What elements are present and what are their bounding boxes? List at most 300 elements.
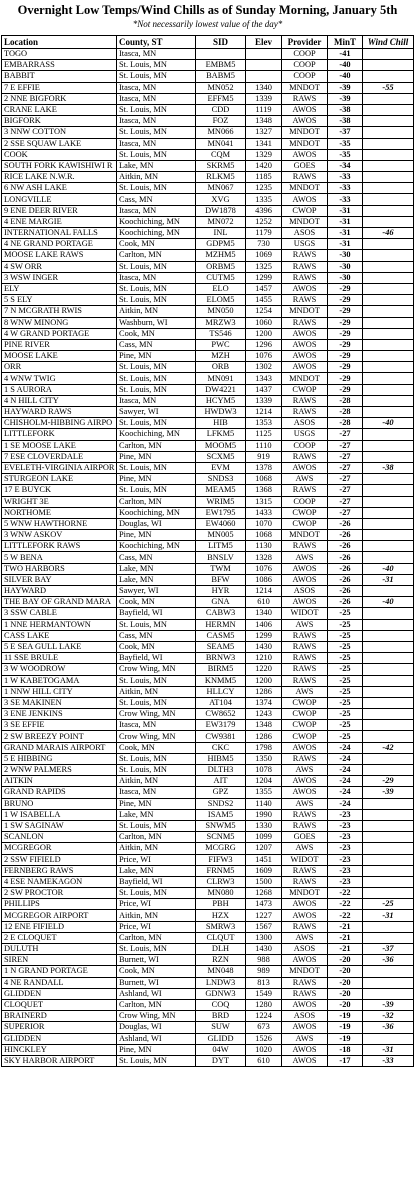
cell-sid: CUTM5 <box>196 272 246 283</box>
cell-elev: 1299 <box>246 272 282 283</box>
table-row <box>2 172 414 183</box>
cell-provider: AWOS <box>282 328 328 339</box>
cell-wind-chill <box>363 183 414 194</box>
cell-county: Crow Wing, MN <box>117 731 196 742</box>
cell-provider: AWOS <box>282 1044 328 1055</box>
cell-mint: -23 <box>328 820 363 831</box>
cell-sid: ELO <box>196 283 246 294</box>
cell-county: Cass, MN <box>117 194 196 205</box>
table-row <box>2 832 414 843</box>
cell-sid: LFKM5 <box>196 429 246 440</box>
table-row <box>2 116 414 127</box>
cell-sid: MEAM5 <box>196 485 246 496</box>
table-row <box>2 899 414 910</box>
cell-provider: MNDOT <box>282 82 328 93</box>
cell-elev: 1086 <box>246 574 282 585</box>
cell-sid: FIFW3 <box>196 854 246 865</box>
cell-location: NORTHOME <box>2 507 117 518</box>
cell-county: Crow Wing, MN <box>117 709 196 720</box>
cell-county: Cook, MN <box>117 641 196 652</box>
cell-provider: AWOS <box>282 563 328 574</box>
cell-elev: 1473 <box>246 899 282 910</box>
cell-mint: -20 <box>328 999 363 1010</box>
cell-wind-chill <box>363 507 414 518</box>
cell-elev: 1235 <box>246 183 282 194</box>
cell-sid: SCNM5 <box>196 832 246 843</box>
cell-sid: TWM <box>196 563 246 574</box>
cell-wind-chill <box>363 440 414 451</box>
cell-provider: RAWS <box>282 988 328 999</box>
cell-county: St. Louis, MN <box>117 418 196 429</box>
cell-location: TWO HARBORS <box>2 563 117 574</box>
cell-elev: 610 <box>246 1055 282 1066</box>
cell-elev: 1020 <box>246 1044 282 1055</box>
cell-location: PINE RIVER <box>2 339 117 350</box>
table-row <box>2 60 414 71</box>
cell-sid: CLQUT <box>196 932 246 943</box>
cell-elev: 1224 <box>246 1011 282 1022</box>
cell-elev: 1526 <box>246 1033 282 1044</box>
cell-wind-chill <box>363 116 414 127</box>
cell-elev: 1340 <box>246 82 282 93</box>
table-row <box>2 809 414 820</box>
cell-sid: MN067 <box>196 183 246 194</box>
cell-provider: RAWS <box>282 172 328 183</box>
cell-provider: RAWS <box>282 407 328 418</box>
cell-provider: RAWS <box>282 317 328 328</box>
cell-location: HAYWARD RAWS <box>2 407 117 418</box>
cell-county: Itasca, MN <box>117 82 196 93</box>
cell-elev: 1068 <box>246 474 282 485</box>
cell-county: Itasca, MN <box>117 93 196 104</box>
cell-sid: HZX <box>196 910 246 921</box>
cell-mint: -25 <box>328 630 363 641</box>
cell-county: Itasca, MN <box>117 49 196 60</box>
cell-mint: -25 <box>328 608 363 619</box>
cell-wind-chill <box>363 306 414 317</box>
cell-county: St. Louis, MN <box>117 60 196 71</box>
cell-location: 8 WNW MINONG <box>2 317 117 328</box>
table-row <box>2 339 414 350</box>
cell-county: St. Louis, MN <box>117 384 196 395</box>
cell-location: SUPERIOR <box>2 1022 117 1033</box>
cell-location: 5 E HIBBING <box>2 753 117 764</box>
cell-mint: -27 <box>328 462 363 473</box>
cell-elev: 1430 <box>246 944 282 955</box>
cell-elev: 1341 <box>246 138 282 149</box>
cell-location: 3 SSW CABLE <box>2 608 117 619</box>
cell-county: Lake, MN <box>117 865 196 876</box>
cell-wind-chill <box>363 138 414 149</box>
cell-mint: -31 <box>328 216 363 227</box>
table-row <box>2 49 414 60</box>
cell-wind-chill <box>363 474 414 485</box>
cell-county: Lake, MN <box>117 160 196 171</box>
table-row <box>2 597 414 608</box>
cell-county: Crow Wing, MN <box>117 664 196 675</box>
cell-county: St. Louis, MN <box>117 71 196 82</box>
cell-sid: ORBM5 <box>196 261 246 272</box>
cell-mint: -23 <box>328 832 363 843</box>
cell-elev: 1406 <box>246 619 282 630</box>
cell-elev: 1339 <box>246 395 282 406</box>
cell-wind-chill <box>363 697 414 708</box>
cell-wind-chill <box>363 395 414 406</box>
cell-wind-chill <box>363 261 414 272</box>
cell-mint: -29 <box>328 351 363 362</box>
cell-sid: DYT <box>196 1055 246 1066</box>
cell-mint: -26 <box>328 552 363 563</box>
cell-county: St. Louis, MN <box>117 820 196 831</box>
cell-wind-chill <box>363 104 414 115</box>
cell-county: Cass, MN <box>117 339 196 350</box>
cell-elev: 730 <box>246 239 282 250</box>
cell-county: Aitkin, MN <box>117 776 196 787</box>
table-row <box>2 586 414 597</box>
cell-sid: ISAM5 <box>196 809 246 820</box>
cell-wind-chill <box>363 351 414 362</box>
cell-wind-chill <box>363 977 414 988</box>
cell-location: AITKIN <box>2 776 117 787</box>
cell-county: Bayfield, WI <box>117 653 196 664</box>
table-row <box>2 720 414 731</box>
cell-county: Burnett, WI <box>117 955 196 966</box>
cell-location: 9 ENE DEER RIVER <box>2 205 117 216</box>
cell-elev <box>246 71 282 82</box>
cell-mint: -25 <box>328 686 363 697</box>
cell-elev: 1330 <box>246 820 282 831</box>
table-row <box>2 93 414 104</box>
cell-sid: SCXM5 <box>196 451 246 462</box>
cell-elev: 1315 <box>246 496 282 507</box>
cell-elev: 1214 <box>246 407 282 418</box>
table-row <box>2 1033 414 1044</box>
cell-mint: -24 <box>328 798 363 809</box>
cell-location: 3 ENE JENKINS <box>2 709 117 720</box>
cell-elev: 1268 <box>246 888 282 899</box>
cell-county: St. Louis, MN <box>117 183 196 194</box>
cell-location: DULUTH <box>2 944 117 955</box>
cell-mint: -20 <box>328 966 363 977</box>
cell-elev: 1420 <box>246 160 282 171</box>
cell-wind-chill <box>363 71 414 82</box>
cell-county: St. Louis, MN <box>117 944 196 955</box>
cell-elev: 1990 <box>246 809 282 820</box>
cell-elev: 1252 <box>246 216 282 227</box>
cell-wind-chill <box>363 172 414 183</box>
cell-location: 1 N GRAND PORTAGE <box>2 966 117 977</box>
cell-location: 5 S ELY <box>2 295 117 306</box>
table-row <box>2 888 414 899</box>
table-row <box>2 921 414 932</box>
table-row <box>2 194 414 205</box>
cell-location: EMBARRASS <box>2 60 117 71</box>
cell-wind-chill <box>363 1033 414 1044</box>
cell-county: St. Louis, MN <box>117 485 196 496</box>
cell-location: GLIDDEN <box>2 988 117 999</box>
cell-county: Carlton, MN <box>117 496 196 507</box>
cell-wind-chill <box>363 932 414 943</box>
cell-wind-chill <box>363 283 414 294</box>
table-row <box>2 843 414 854</box>
cell-elev: 1207 <box>246 843 282 854</box>
cell-mint: -29 <box>328 295 363 306</box>
cell-provider: RAWS <box>282 93 328 104</box>
cell-mint: -17 <box>328 1055 363 1066</box>
cell-sid: MN080 <box>196 888 246 899</box>
table-row <box>2 765 414 776</box>
cell-sid: ELOM5 <box>196 295 246 306</box>
table-row <box>2 675 414 686</box>
cell-sid: HYR <box>196 586 246 597</box>
cell-elev: 1299 <box>246 630 282 641</box>
cell-location: INTERNATIONAL FALLS <box>2 228 117 239</box>
cell-location: 3 WNW ASKOV <box>2 530 117 541</box>
cell-sid: MN066 <box>196 127 246 138</box>
cell-elev: 1327 <box>246 127 282 138</box>
table-row <box>2 418 414 429</box>
cell-mint: -21 <box>328 932 363 943</box>
cell-elev: 1457 <box>246 283 282 294</box>
cell-provider: CWOP <box>282 384 328 395</box>
cell-sid: CASM5 <box>196 630 246 641</box>
cell-mint: -22 <box>328 899 363 910</box>
cell-provider: AWS <box>282 932 328 943</box>
table-row <box>2 216 414 227</box>
cell-location: LITTLEFORK <box>2 429 117 440</box>
cell-location: 4 WNW TWIG <box>2 373 117 384</box>
cell-wind-chill <box>363 530 414 541</box>
cell-mint: -24 <box>328 776 363 787</box>
cell-wind-chill: -46 <box>363 228 414 239</box>
table-row <box>2 1044 414 1055</box>
cell-location: 3 SE EFFIE <box>2 720 117 731</box>
cell-wind-chill: -31 <box>363 574 414 585</box>
cell-mint: -29 <box>328 328 363 339</box>
cell-provider: MNDOT <box>282 966 328 977</box>
cell-wind-chill <box>363 865 414 876</box>
cell-provider: ASOS <box>282 586 328 597</box>
cell-elev: 1433 <box>246 507 282 518</box>
cell-sid: HERMN <box>196 619 246 630</box>
cell-wind-chill <box>363 630 414 641</box>
cell-sid: INL <box>196 228 246 239</box>
cell-county: St. Louis, MN <box>117 753 196 764</box>
cell-provider: RAWS <box>282 261 328 272</box>
table-row <box>2 239 414 250</box>
cell-sid: XVG <box>196 194 246 205</box>
cell-wind-chill: -25 <box>363 899 414 910</box>
table-row <box>2 317 414 328</box>
table-row <box>2 653 414 664</box>
cell-provider: CWOP <box>282 507 328 518</box>
cell-mint: -20 <box>328 977 363 988</box>
cell-location: 1 NNW HILL CITY <box>2 686 117 697</box>
cell-location: 1 NNE HERMANTOWN <box>2 619 117 630</box>
cell-provider: AWS <box>282 686 328 697</box>
cell-county: Bayfield, WI <box>117 608 196 619</box>
cell-provider: RAWS <box>282 395 328 406</box>
cell-mint: -28 <box>328 418 363 429</box>
cell-sid: MN072 <box>196 216 246 227</box>
cell-location: 4 W GRAND PORTAGE <box>2 328 117 339</box>
cell-location: 4 ENE MARGIE <box>2 216 117 227</box>
cell-sid: GDPM5 <box>196 239 246 250</box>
table-row <box>2 373 414 384</box>
table-row <box>2 496 414 507</box>
cell-provider: AWOS <box>282 351 328 362</box>
cell-location: PHILLIPS <box>2 899 117 910</box>
cell-provider: AWS <box>282 619 328 630</box>
cell-wind-chill <box>363 653 414 664</box>
cell-mint: -24 <box>328 787 363 798</box>
table-row <box>2 563 414 574</box>
cell-sid: CDD <box>196 104 246 115</box>
table-row <box>2 1055 414 1066</box>
table-row <box>2 574 414 585</box>
cell-wind-chill <box>363 988 414 999</box>
cell-mint: -23 <box>328 809 363 820</box>
table-row <box>2 988 414 999</box>
cell-provider: AWOS <box>282 339 328 350</box>
cell-county: Aitkin, MN <box>117 172 196 183</box>
table-row <box>2 932 414 943</box>
cell-mint: -30 <box>328 250 363 261</box>
cell-location: 2 SW PROCTOR <box>2 888 117 899</box>
cell-wind-chill <box>363 407 414 418</box>
cell-provider: GOES <box>282 832 328 843</box>
cell-location: CRANE LAKE <box>2 104 117 115</box>
table-row <box>2 552 414 563</box>
cell-elev: 1286 <box>246 686 282 697</box>
table-row <box>2 955 414 966</box>
cell-sid: SUW <box>196 1022 246 1033</box>
cell-mint: -21 <box>328 944 363 955</box>
cell-mint: -27 <box>328 485 363 496</box>
table-row <box>2 753 414 764</box>
cell-provider: CWOP <box>282 731 328 742</box>
cell-elev: 1200 <box>246 328 282 339</box>
cell-mint: -29 <box>328 339 363 350</box>
cell-provider: RAWS <box>282 865 328 876</box>
cell-provider: MNDOT <box>282 138 328 149</box>
cell-provider: AWOS <box>282 597 328 608</box>
cell-elev: 1368 <box>246 485 282 496</box>
table-row <box>2 82 414 93</box>
cell-sid <box>196 49 246 60</box>
cell-mint: -29 <box>328 362 363 373</box>
cell-sid: MN052 <box>196 82 246 93</box>
table-row <box>2 910 414 921</box>
table-row <box>2 429 414 440</box>
table-row <box>2 127 414 138</box>
cell-mint: -25 <box>328 697 363 708</box>
cell-county: Aitkin, MN <box>117 306 196 317</box>
cell-location: 2 SW BREEZY POINT <box>2 731 117 742</box>
cell-location: 17 E BUYCK <box>2 485 117 496</box>
cell-sid: MN091 <box>196 373 246 384</box>
cell-wind-chill <box>363 362 414 373</box>
cell-county: Itasca, MN <box>117 720 196 731</box>
table-row <box>2 205 414 216</box>
cell-elev: 988 <box>246 955 282 966</box>
cell-sid: SEAM5 <box>196 641 246 652</box>
cell-sid: GNA <box>196 597 246 608</box>
cell-mint: -20 <box>328 955 363 966</box>
cell-sid: DW1878 <box>196 205 246 216</box>
cell-sid: HWDW3 <box>196 407 246 418</box>
cell-provider: AWOS <box>282 283 328 294</box>
cell-provider: RAWS <box>282 753 328 764</box>
cell-county: St. Louis, MN <box>117 295 196 306</box>
header-wind-chill: Wind Chill <box>363 36 414 49</box>
cell-location: EVELETH-VIRGINIA AIRPOR <box>2 462 117 473</box>
cell-provider: AWS <box>282 1033 328 1044</box>
cell-mint: -38 <box>328 116 363 127</box>
cell-county: Carlton, MN <box>117 832 196 843</box>
cell-wind-chill <box>363 250 414 261</box>
header-county: County, ST <box>117 36 196 49</box>
cell-location: 4 NE GRAND PORTAGE <box>2 239 117 250</box>
cell-mint: -26 <box>328 563 363 574</box>
cell-location: 5 W BENA <box>2 552 117 563</box>
cell-provider: AWOS <box>282 194 328 205</box>
cell-wind-chill <box>363 429 414 440</box>
cell-county: Itasca, MN <box>117 272 196 283</box>
cell-wind-chill: -40 <box>363 418 414 429</box>
cell-wind-chill: -38 <box>363 462 414 473</box>
cell-elev: 1227 <box>246 910 282 921</box>
cell-wind-chill: -37 <box>363 944 414 955</box>
cell-elev: 1567 <box>246 921 282 932</box>
cell-wind-chill <box>363 832 414 843</box>
cell-provider: ASOS <box>282 418 328 429</box>
cell-wind-chill <box>363 854 414 865</box>
cell-location: 1 SW SAGINAW <box>2 820 117 831</box>
cell-provider: RAWS <box>282 451 328 462</box>
cell-provider: AWOS <box>282 910 328 921</box>
table-row <box>2 451 414 462</box>
cell-mint: -26 <box>328 518 363 529</box>
cell-sid: EW3179 <box>196 720 246 731</box>
cell-elev: 1070 <box>246 518 282 529</box>
table-row <box>2 709 414 720</box>
cell-sid: CKC <box>196 742 246 753</box>
cell-provider: RAWS <box>282 295 328 306</box>
table-row <box>2 619 414 630</box>
cell-mint: -28 <box>328 407 363 418</box>
cell-wind-chill: -36 <box>363 1022 414 1033</box>
cell-elev: 1798 <box>246 742 282 753</box>
cell-location: SOUTH FORK KAWISHIWI R <box>2 160 117 171</box>
cell-county: Koochiching, MN <box>117 216 196 227</box>
cell-elev: 1329 <box>246 149 282 160</box>
cell-provider: COOP <box>282 60 328 71</box>
cell-county: St. Louis, MN <box>117 697 196 708</box>
cell-elev <box>246 60 282 71</box>
cell-county: Itasca, MN <box>117 138 196 149</box>
table-row <box>2 977 414 988</box>
cell-sid: MN048 <box>196 966 246 977</box>
cell-county: Pine, MN <box>117 798 196 809</box>
cell-location: LITTLEFORK RAWS <box>2 541 117 552</box>
cell-location: 3 NNW COTTON <box>2 127 117 138</box>
cell-mint: -33 <box>328 194 363 205</box>
cell-sid: MN005 <box>196 530 246 541</box>
cell-location: MCGREGOR AIRPORT <box>2 910 117 921</box>
cell-provider: RAWS <box>282 272 328 283</box>
cell-sid: CABW3 <box>196 608 246 619</box>
